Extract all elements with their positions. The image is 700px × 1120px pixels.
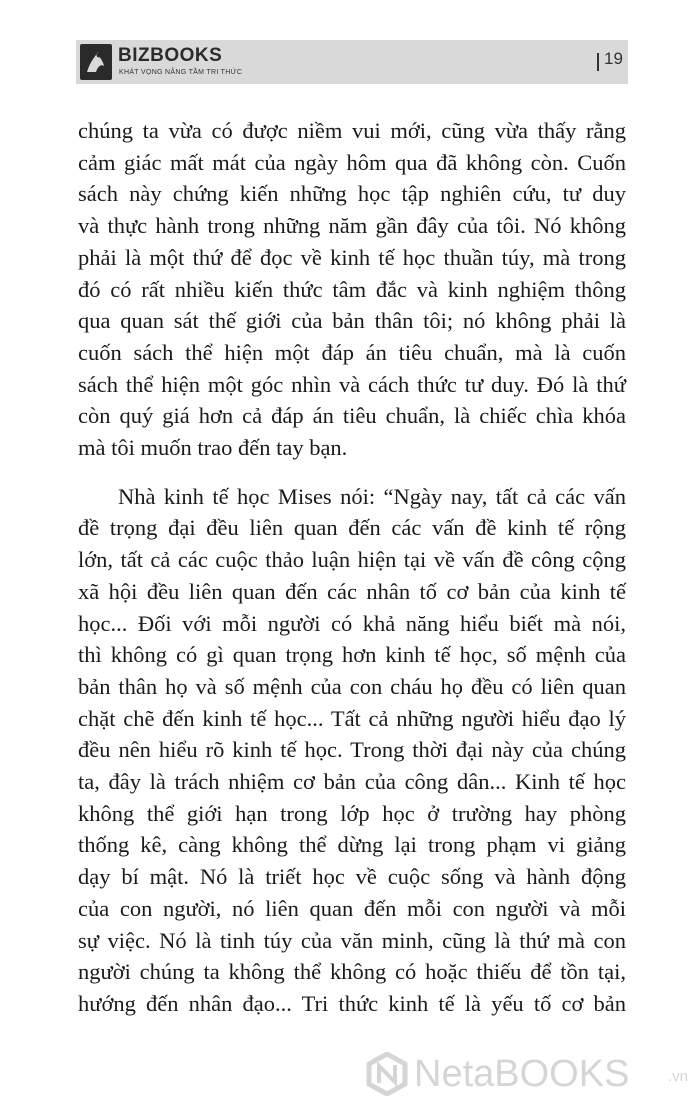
- text-line: xã hội đều liên quan đến các nhân tố cơ bản của kinh tế: [78, 578, 626, 604]
- n-hexagon-logo-icon: [366, 1052, 408, 1096]
- text-line: đó có rất nhiều kiến thức tâm đắc và kinh nghiệm thông: [78, 276, 626, 302]
- text-line-paragraph-end: mà tôi muốn trao đến tay bạn.: [78, 435, 348, 461]
- text-line: hướng đến nhân đạo... Tri thức kinh tế là yếu tố cơ bản: [78, 990, 626, 1016]
- text-line: ta, đây là trách nhiệm cơ bản của công dân... Kinh tế học: [78, 769, 626, 795]
- text-line: cảm giác mất mát của ngày hôm qua đã không còn. Cuốn: [78, 149, 626, 175]
- text-line: không thể giới hạn trong lớp học ở trường hay phòng: [78, 800, 626, 826]
- watermark-brand: NetaBOOKS: [414, 1053, 630, 1095]
- publisher-logo-text: BIZBOOKS: [118, 45, 223, 66]
- text-line: phải là một thứ để đọc về kinh tế học thuần túy, mà trong: [78, 244, 626, 270]
- text-line: cuốn sách thể hiện một đáp án tiêu chuẩn, mà là cuốn: [78, 339, 626, 365]
- page-number: 19: [604, 49, 623, 68]
- text-line: sự việc. Nó là tinh túy của văn minh, cũng là thứ mà con: [78, 927, 626, 953]
- text-line: của con người, nó liên quan đến mỗi con người và mỗi: [78, 895, 626, 921]
- page-number-divider: [597, 53, 599, 71]
- text-line: thống kê, càng không thể dừng lại trong phạm vi giảng: [78, 832, 626, 858]
- text-line: qua quan sát thế giới của bản thân tôi; nó không phải là: [78, 308, 626, 334]
- publisher-tagline: KHÁT VỌNG NÂNG TẦM TRI THỨC: [119, 69, 243, 76]
- text-line: chúng ta vừa có được niềm vui mới, cũng vừa thấy rằng: [78, 118, 626, 143]
- running-header: [76, 40, 628, 84]
- text-line-paragraph-start: Nhà kinh tế học Mises nói: “Ngày nay, tất cả các vấn: [118, 483, 626, 509]
- text-line: học... Đối với mỗi người có khả năng hiểu biết mà nói,: [78, 610, 626, 636]
- text-line: còn quý giá hơn cả đáp án tiêu chuẩn, là chiếc chìa khóa: [78, 403, 626, 429]
- text-line: dạy bí mật. Nó là triết học về cuộc sống và hành động: [78, 864, 626, 890]
- text-line: sách này chứng kiến những học tập nghiên cứu, tư duy: [78, 181, 626, 207]
- text-line: thì không có gì quan trọng hơn kinh tế học, số mệnh của: [78, 642, 626, 668]
- text-line: bản thân họ và số mệnh của con cháu họ đều có liên quan: [78, 673, 626, 699]
- page-body-text: [78, 115, 626, 1020]
- bizbooks-logo-icon: [80, 44, 112, 80]
- text-line: đều nên hiểu rõ kinh tế học. Trong thời đại này của chúng: [78, 737, 626, 763]
- watermark-domain: .vn: [668, 1068, 689, 1085]
- text-line: và thực hành trong những năm gần đây của tôi. Nó không: [78, 213, 626, 239]
- text-line: chặt chẽ đến kinh tế học... Tất cả những người hiểu đạo lý: [78, 705, 626, 731]
- text-line: người chúng ta không thể không có hoặc thiếu để tồn tại,: [78, 959, 626, 985]
- text-line: lớn, tất cả các cuộc thảo luận hiện tại về vấn đề công cộng: [78, 547, 626, 573]
- text-line: đề trọng đại đều liên quan đến các vấn đề kinh tế rộng: [78, 515, 626, 541]
- text-line: sách thể hiện một góc nhìn và cách thức tư duy. Đó là thứ: [78, 371, 626, 397]
